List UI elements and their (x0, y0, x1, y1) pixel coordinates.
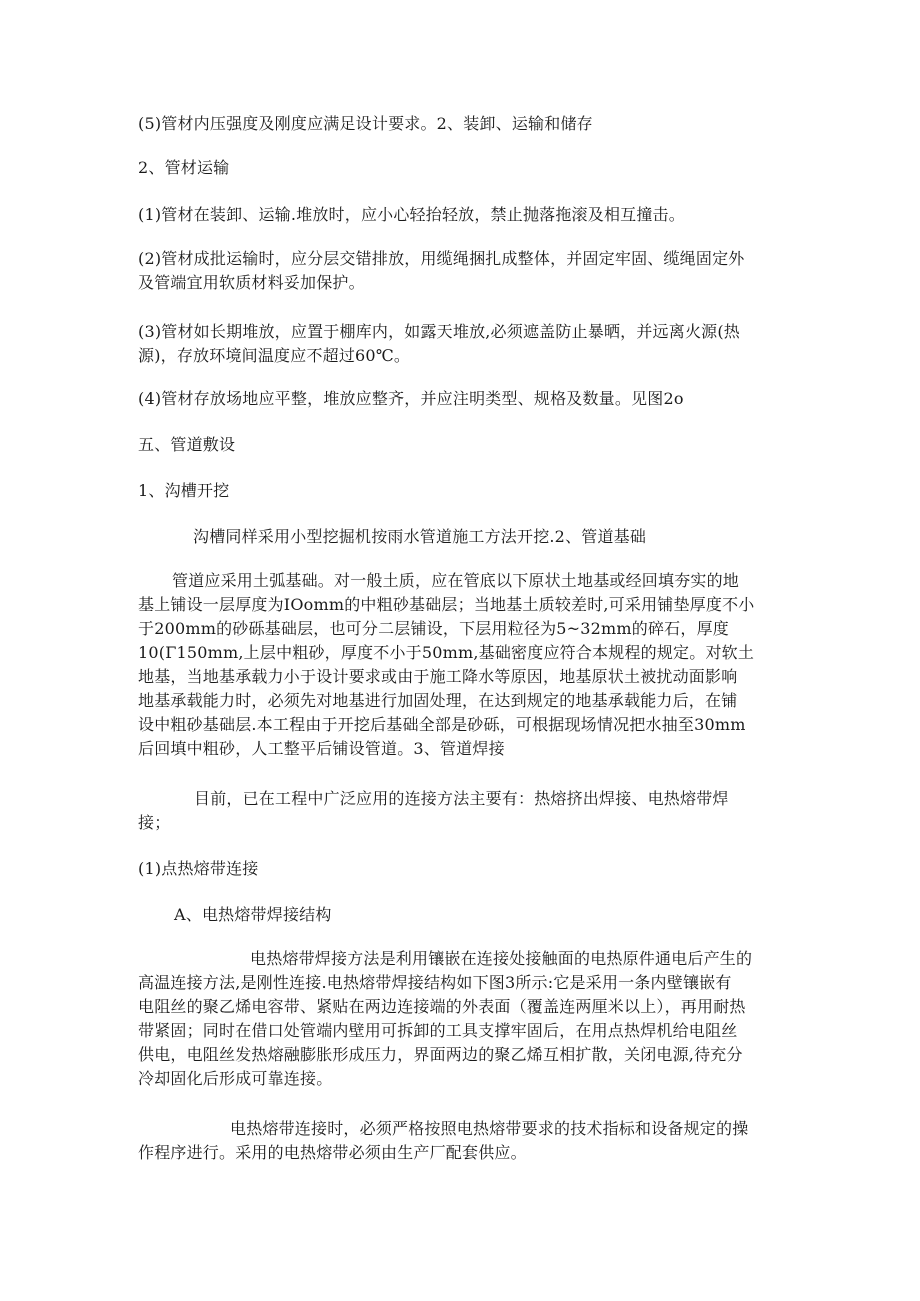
text-line: 地基承载能力时，必须先对地基进行加固处理，在达到规定的地基承载能力后，在铺 (138, 691, 738, 710)
paragraph-trench-method: 沟槽同样采用小型挖掘机按雨水管道施工方法开挖.2、管道基础 (193, 527, 647, 546)
paragraph-handling: (1)管材在装卸、运输.堆放时，应小心轻抬轻放，禁止抛落拖滚及相互撞击。 (138, 205, 685, 224)
paragraph-long-storage (138, 320, 740, 368)
heading-hot-melt-band: (1)点热熔带连接 (138, 859, 259, 878)
text-line: 目前，已在工程中广泛应用的连接方法主要有：热熔挤出焊接、电热熔带焊 (194, 789, 729, 808)
heading-trench-excavation: 1、沟槽开挖 (138, 481, 230, 500)
text-line: 基上铺设一层厚度为IOomm的中粗砂基础层；当地基土质较差时,可采用铺垫厚度不小 (138, 595, 755, 614)
text-line: 于200mm的砂砾基础层，也可分二层铺设，下层用粒径为5~32mm的碎石，厚度 (138, 619, 729, 638)
paragraph-band-requirements (138, 1117, 748, 1165)
text-line: 地基，当地基承载力小于设计要求或由于施工降水等原因，地基原状土被扰动面影响 (138, 667, 738, 686)
text-line: 接； (138, 813, 171, 832)
text-line: 冷却固化后形成可靠连接。 (138, 1069, 333, 1088)
paragraph-storage-site: (4)管材存放场地应平整，堆放应整齐，并应注明类型、规格及数量。见图2o (138, 389, 684, 408)
paragraph-batch-transport (138, 247, 744, 295)
text-line: (2)管材成批运输时，应分层交错排放，用缆绳捆扎成整体，并固定牢固、缆绳固定外 (138, 249, 745, 268)
text-line: 后回填中粗砂，人工整平后铺设管道。3、管道焊接 (138, 739, 505, 758)
paragraph-weld-method (138, 947, 752, 1091)
text-line: 高温连接方法,是刚性连接.电热熔带焊接结构如下图3所示:它是采用一条内壁镶嵌有 (138, 973, 732, 992)
text-line: 带紧固；同时在借口处管端内壁用可拆卸的工具支撑牢固后，在用点热焊机给电阻丝 (138, 1021, 738, 1040)
paragraph-pipe-strength: (5)管材内压强度及刚度应满足设计要求。2、装卸、运输和储存 (138, 114, 593, 133)
text-line: 供电，电阻丝发热熔融膨胀形成压力，界面两边的聚乙烯互相扩散，关闭电源,待充分 (138, 1045, 743, 1064)
heading-weld-structure: A、电热熔带焊接结构 (174, 905, 332, 924)
text-line: 电阻丝的聚乙烯电容带、紧贴在两边连接端的外表面（覆盖连两厘米以上），再用耐热 (138, 997, 746, 1016)
paragraph-connection-methods (138, 787, 729, 835)
text-line: 电热熔带焊接方法是利用镶嵌在连接处接触面的电热原件通电后产生的 (250, 949, 753, 968)
text-line: 作程序进行。采用的电热熔带必须由生产厂配套供应。 (138, 1143, 527, 1162)
heading-pipe-transport: 2、管材运输 (138, 158, 230, 177)
text-line: 设中粗砂基础层.本工程由于开挖后基础全部是砂砾，可根据现场情况把水抽至30mm (138, 715, 746, 734)
text-line: 电热熔带连接时，必须严格按照电热熔带要求的技术指标和设备规定的操 (230, 1119, 749, 1138)
heading-pipe-laying: 五、管道敷设 (138, 435, 236, 454)
text-line: 管道应采用土弧基础。对一般土质，应在管底以下原状土地基或经回填夯实的地 (172, 571, 740, 590)
text-line: 10(Γ150mm,上层中粗砂，厚度不小于50mm,基础密度应符合本规程的规定。对软土 (138, 643, 755, 662)
text-line: 及管端宜用软质材料妥加保护。 (138, 273, 365, 292)
text-line: 源)，存放环境间温度应不超过60℃。 (138, 346, 411, 365)
paragraph-pipe-foundation (138, 569, 755, 761)
text-line: (3)管材如长期堆放，应置于棚库内，如露天堆放,必须遮盖防止暴晒，并远离火源(热 (138, 322, 740, 341)
